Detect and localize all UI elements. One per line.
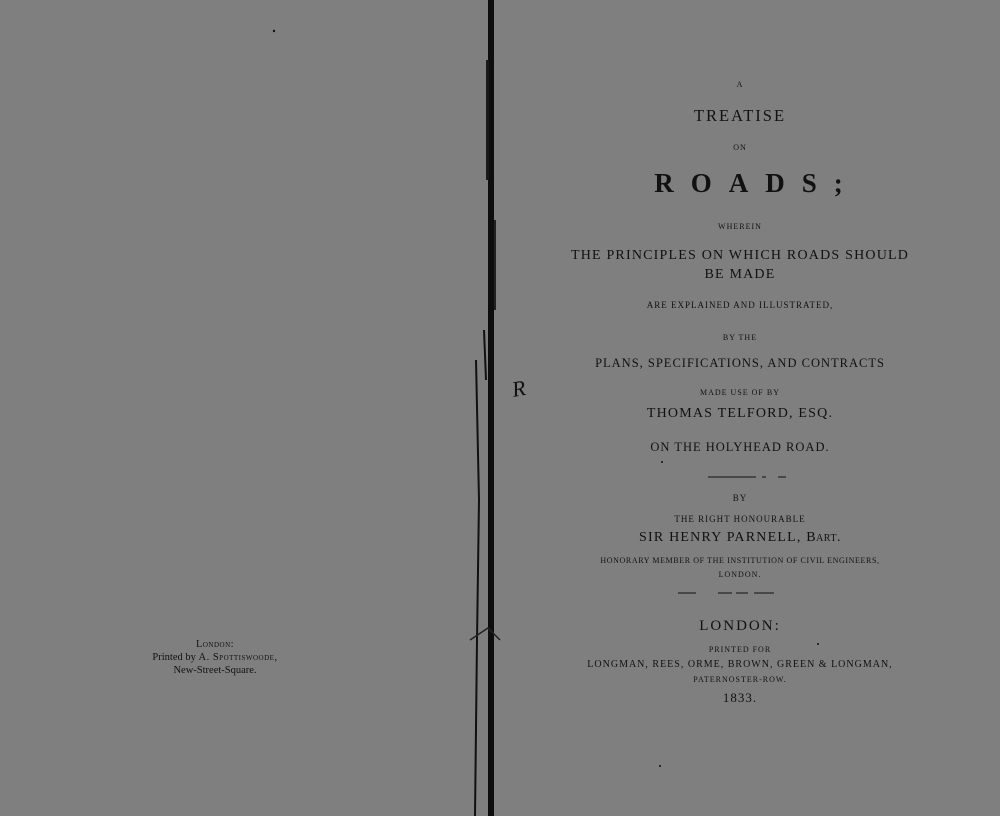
plans-line: PLANS, SPECIFICATIONS, AND CONTRACTS: [595, 356, 885, 370]
title-page: [520, 0, 960, 816]
wherein-line: WHEREIN: [718, 222, 762, 231]
author-suffix: Bart.: [806, 530, 841, 545]
printed-for-line: PRINTED FOR: [708, 645, 772, 654]
holyhead-line: ON THE HOLYHEAD ROAD.: [650, 440, 830, 454]
author-name: SIR HENRY PARNELL,: [639, 530, 807, 545]
principles-line-1: THE PRINCIPLES ON WHICH ROADS SHOULD: [570, 248, 910, 263]
imprint-printed-by: Printed by: [152, 652, 199, 663]
address-line: PATERNOSTER-ROW.: [693, 675, 787, 684]
city-line: LONDON:: [699, 618, 781, 634]
title-word: TREATISE: [693, 106, 787, 125]
explained-line: ARE EXPLAINED AND ILLUSTRATED,: [646, 300, 834, 310]
imprint-printer: [120, 651, 310, 664]
made-use-line: MADE USE OF BY: [699, 388, 780, 397]
principles-line-2: BE MADE: [704, 267, 776, 282]
title-subject: ROADS;: [654, 168, 860, 198]
divider-rule-1: [520, 474, 960, 480]
verso-page: [0, 0, 488, 816]
year-line: 1833.: [722, 690, 758, 705]
title-article: A: [736, 80, 744, 89]
by-the-line: BY THE: [722, 333, 758, 342]
by-line: BY: [732, 493, 748, 503]
printer-imprint: [120, 638, 310, 677]
author-line: [520, 530, 960, 546]
margin-mark: R: [509, 375, 528, 402]
divider-rule-2: [520, 590, 960, 596]
imprint-city: London:: [195, 639, 235, 650]
imprint-address: New-Street-Square.: [173, 665, 257, 676]
telford-line: THOMAS TELFORD, ESQ.: [646, 406, 834, 421]
publishers-line: LONGMAN, REES, ORME, BROWN, GREEN & LONGMAN,: [587, 659, 893, 670]
title-on: ON: [733, 143, 747, 152]
membership-place-line: LONDON.: [718, 570, 762, 579]
membership-line: HONORARY MEMBER OF THE INSTITUTION OF CIVIL ENGINEERS,: [600, 556, 880, 565]
imprint-printer-name: A. Spottiswoode,: [198, 652, 278, 663]
right-honourable-line: THE RIGHT HONOURABLE: [674, 514, 806, 524]
